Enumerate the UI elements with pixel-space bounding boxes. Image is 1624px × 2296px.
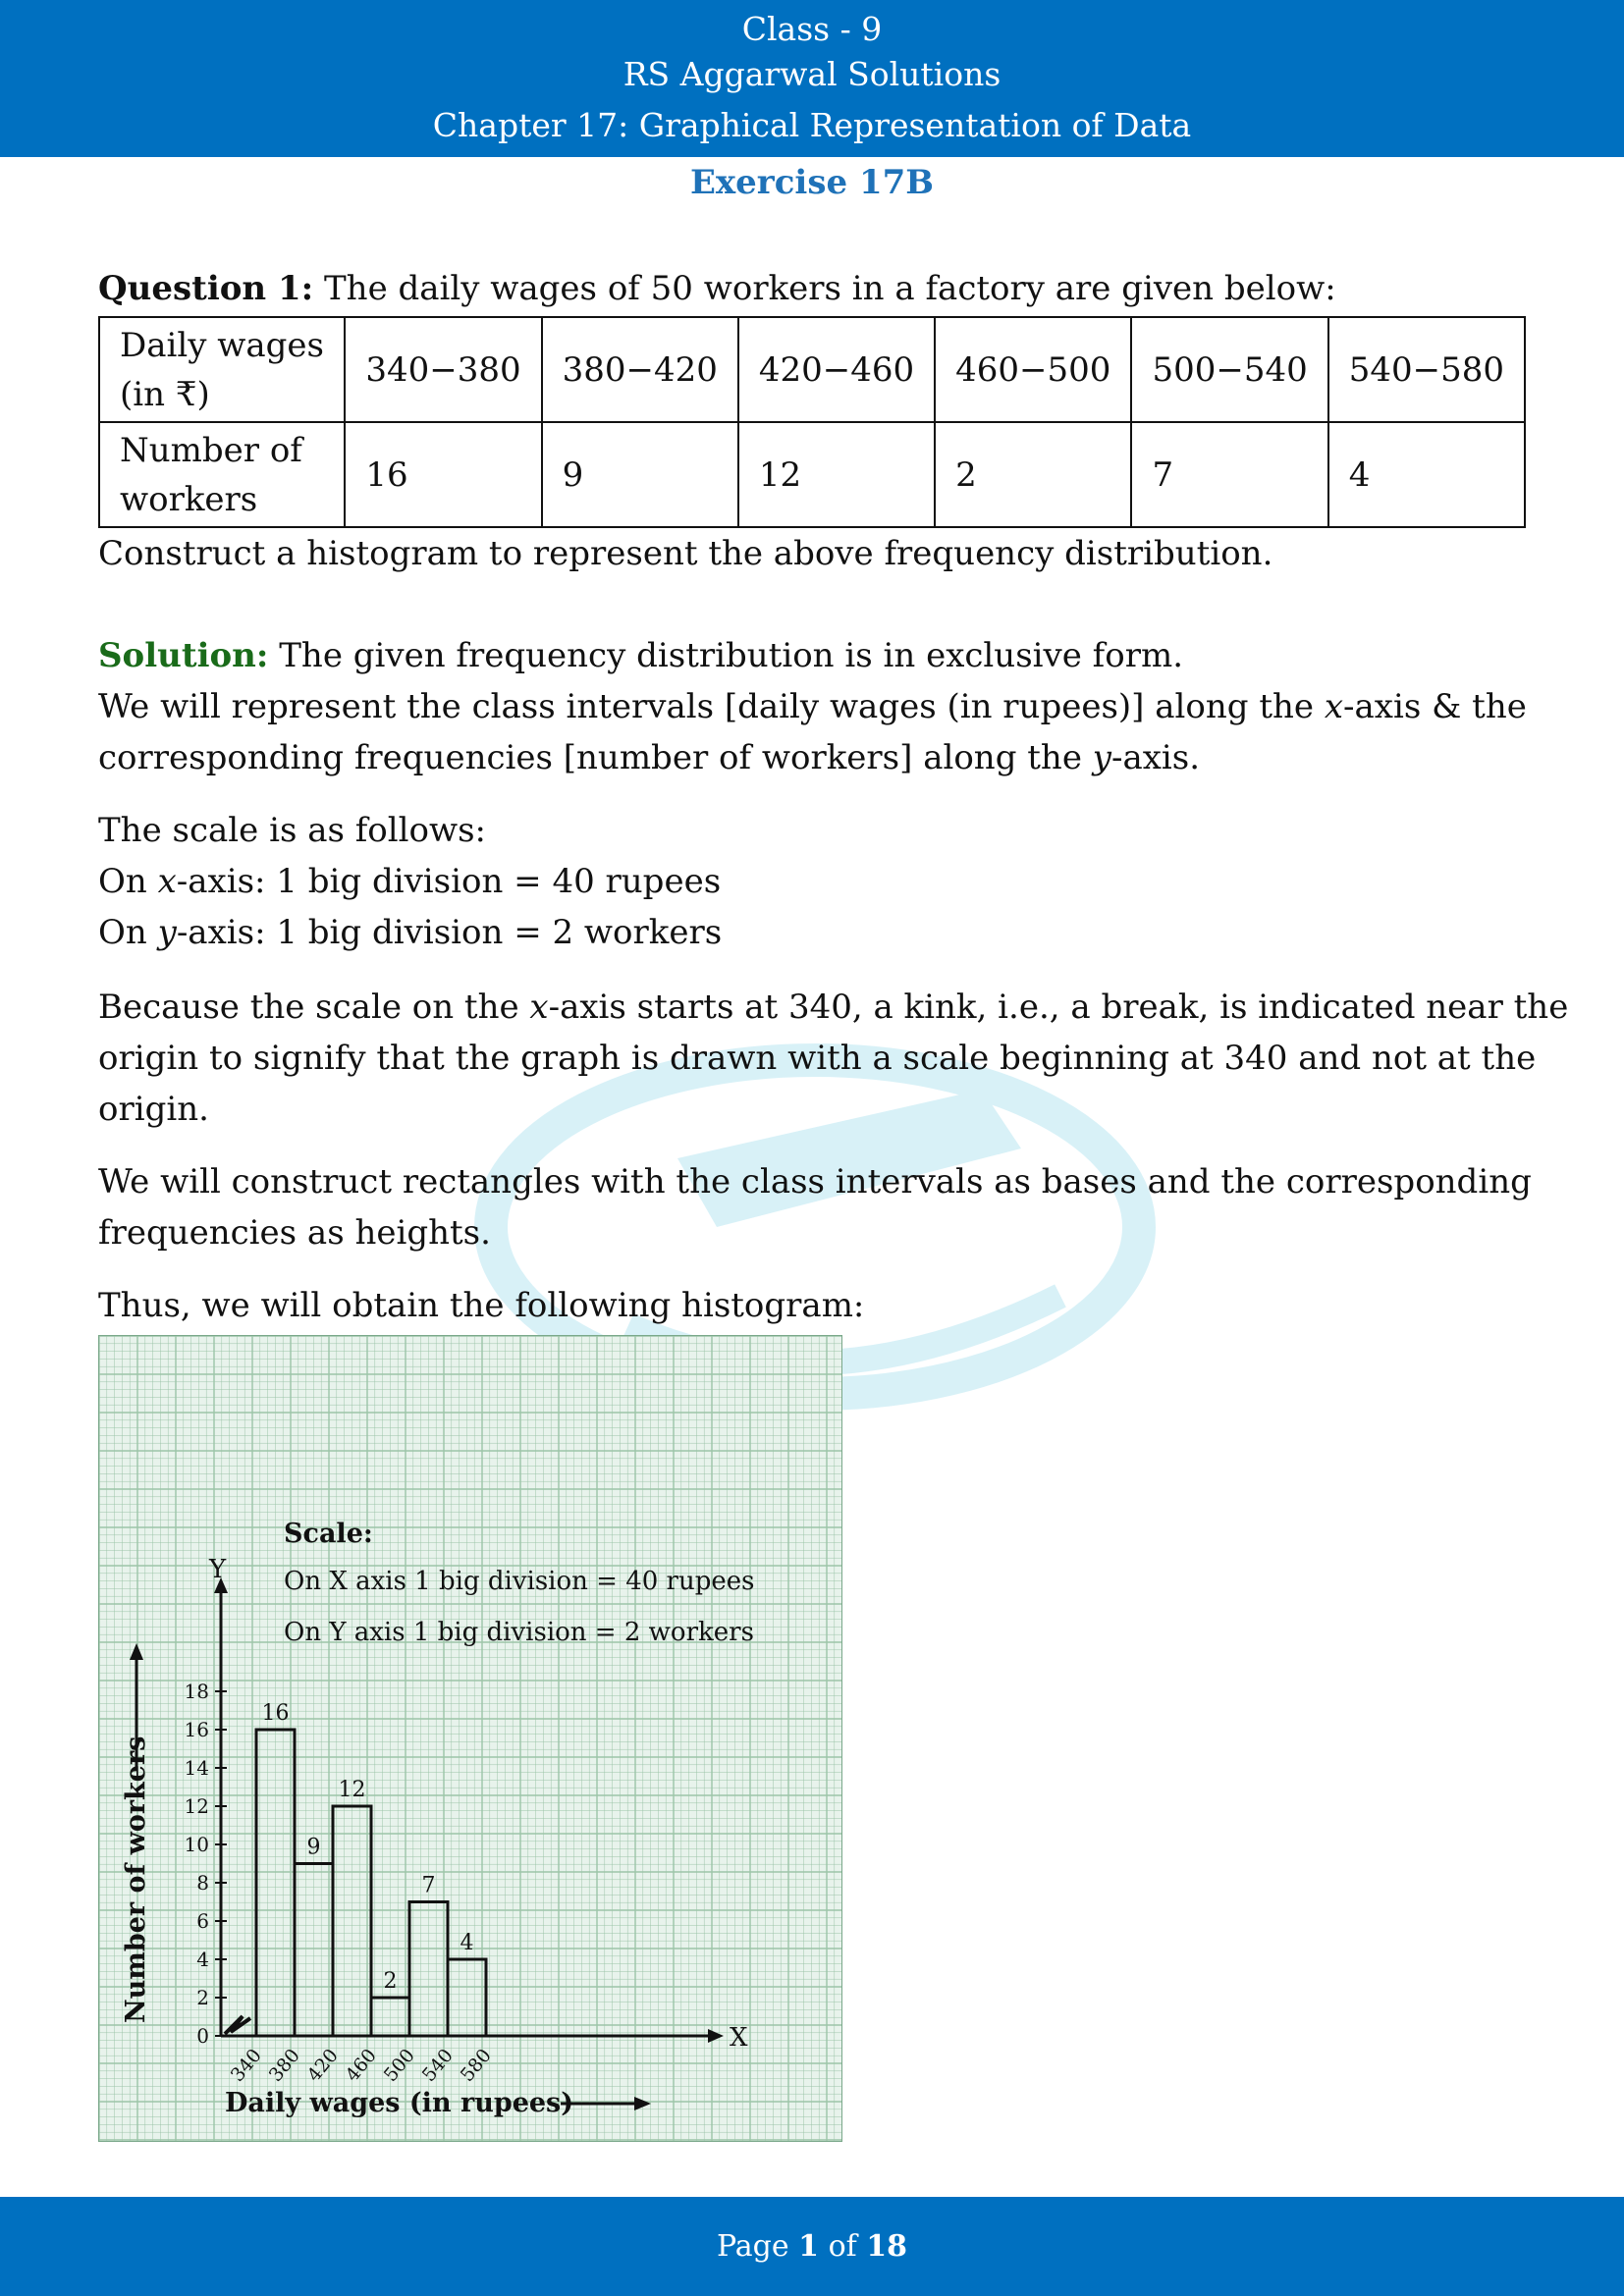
scale-x-note: On X axis 1 big division = 40 rupees (284, 1567, 755, 1596)
table-cell: 500−540 (1131, 317, 1327, 422)
table-cell: 9 (542, 422, 738, 527)
page-current: 1 (798, 2229, 820, 2264)
solution-paragraph (98, 732, 1200, 783)
y-tick-label: 6 (196, 1909, 209, 1933)
solution-label: Solution: (98, 636, 269, 675)
text-run: -axis: 1 big division = 40 rupees (176, 862, 722, 901)
x-tick-label: 340 (226, 2045, 266, 2086)
table-row (99, 317, 1525, 422)
x-axis-letter: X (730, 2023, 748, 2053)
x-axis-title: Daily wages (in rupees) (225, 2088, 574, 2118)
text-run: Because the scale on the (98, 988, 530, 1027)
question-line (98, 263, 1336, 314)
table-row-header (99, 317, 345, 422)
x-tick-label: 500 (379, 2045, 419, 2086)
y-tick-label: 12 (184, 1794, 209, 1818)
x-tick-label: 540 (417, 2045, 458, 2086)
page-total: 18 (866, 2229, 908, 2264)
header-class: Class - 9 (741, 10, 883, 48)
text-run: On (98, 862, 158, 901)
y-tick-label: 4 (196, 1948, 209, 1971)
table-cell: 4 (1328, 422, 1525, 527)
y-tick-label: 8 (196, 1871, 209, 1895)
page-mid: of (819, 2229, 867, 2264)
x-tick-label: 420 (302, 2045, 343, 2086)
question-label: Question 1: (98, 269, 314, 308)
table-cell: 7 (1131, 422, 1327, 527)
table-cell: 12 (738, 422, 935, 527)
rectangles-paragraph: We will construct rectangles with the class intervals as bases and the corresponding (98, 1162, 1532, 1201)
scale-y (98, 907, 722, 958)
text-run: We will represent the class intervals [daily wages (in rupees)] along the (98, 687, 1325, 726)
bar-value-label: 7 (421, 1873, 436, 1898)
x-tick-label: 460 (341, 2045, 381, 2086)
y-tick-label: 18 (184, 1680, 209, 1703)
y-tick-label: 10 (184, 1833, 209, 1856)
rectangles-paragraph: frequencies as heights. (98, 1213, 491, 1253)
page-header (0, 0, 1624, 157)
kink-paragraph: origin. (98, 1090, 209, 1129)
text-run: corresponding frequencies [number of workers] along the (98, 738, 1093, 777)
exercise-title: Exercise 17B (689, 163, 934, 202)
page-footer (0, 2197, 1624, 2296)
y-tick-label: 14 (184, 1756, 209, 1780)
graph-paper (99, 1336, 841, 2141)
header-chapter: Chapter 17: Graphical Representation of Data (432, 106, 1192, 144)
text-run: -axis: 1 big division = 2 workers (176, 913, 723, 952)
table-row-header (99, 422, 345, 527)
table-cell: 540−580 (1328, 317, 1525, 422)
y-axis-letter: Y (209, 1555, 227, 1584)
table-cell: 420−460 (738, 317, 935, 422)
y-tick-label: 0 (196, 2024, 209, 2048)
y-tick-label: 2 (196, 1986, 209, 2009)
x-tick-label: 580 (456, 2045, 496, 2086)
header-book: RS Aggarwal Solutions (623, 55, 1001, 93)
wages-table (98, 316, 1526, 528)
bar-value-label: 4 (460, 1931, 474, 1955)
text-run: On (98, 913, 158, 952)
scale-x (98, 856, 721, 907)
scale-y-note: On Y axis 1 big division = 2 workers (284, 1618, 754, 1647)
scale-title: Scale: (284, 1519, 373, 1549)
table-header-line: Daily wages (120, 325, 325, 365)
question-text: The daily wages of 50 workers in a factory are given below: (313, 269, 1336, 308)
table-header-line: (in ₹) (120, 374, 210, 414)
kink-paragraph: origin to signify that the graph is drawn with a scale beginning at 340 and not at the (98, 1039, 1537, 1078)
bar-value-label: 16 (261, 1701, 290, 1726)
x-variable: x (1324, 687, 1344, 726)
text-run: -axis & the (1343, 687, 1527, 726)
table-cell: 340−380 (345, 317, 541, 422)
table-row (99, 422, 1525, 527)
bar-value-label: 9 (306, 1835, 321, 1860)
y-axis-title: Number of workers (121, 1735, 151, 2023)
table-header-line: Number of (120, 430, 302, 470)
bar-value-label: 2 (383, 1969, 398, 1994)
table-cell: 460−500 (935, 317, 1131, 422)
histogram-chart (98, 1335, 842, 2142)
bar-value-label: 12 (338, 1778, 366, 1802)
y-variable: y (1092, 738, 1111, 777)
x-tick-label: 380 (264, 2045, 304, 2086)
scale-intro: The scale is as follows: (98, 811, 487, 850)
solution-paragraph (98, 681, 1527, 732)
question-instruction: Construct a histogram to represent the above frequency distribution. (98, 534, 1273, 573)
y-tick-label: 16 (184, 1718, 209, 1741)
page-prefix: Page (716, 2229, 799, 2264)
table-header-line: workers (120, 479, 258, 519)
y-variable: y (157, 913, 177, 952)
x-variable: x (157, 862, 177, 901)
table-cell: 380−420 (542, 317, 738, 422)
histogram-intro: Thus, we will obtain the following histogram: (98, 1286, 865, 1325)
table-cell: 16 (345, 422, 541, 527)
kink-paragraph (98, 982, 1568, 1033)
solution-line (98, 630, 1183, 681)
text-run: -axis starts at 340, a kink, i.e., a break, is indicated near the (548, 988, 1569, 1027)
table-cell: 2 (935, 422, 1131, 527)
x-variable: x (529, 988, 549, 1027)
text-run: -axis. (1110, 738, 1201, 777)
solution-text: The given frequency distribution is in exclusive form. (268, 636, 1184, 675)
